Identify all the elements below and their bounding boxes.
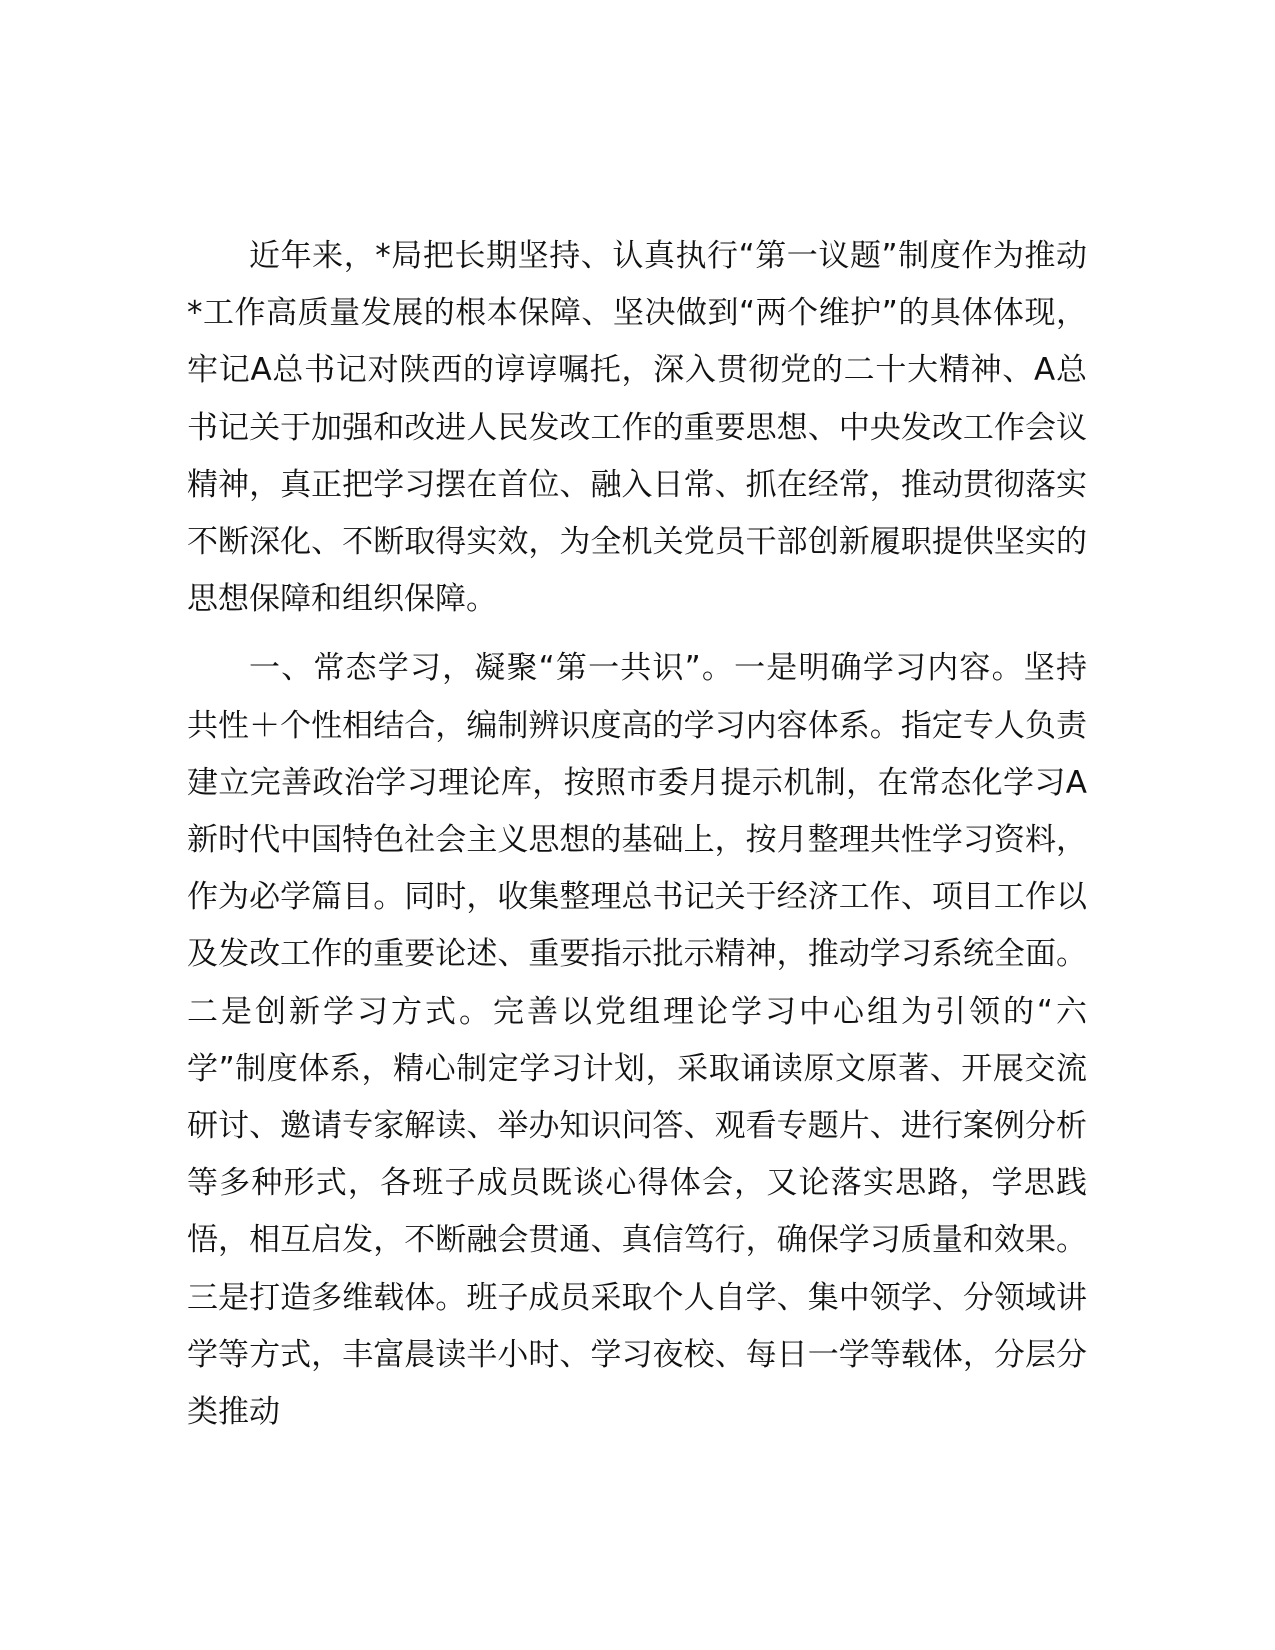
paragraph-section-one: 一、常态学习，凝聚“第一共识”。一是明确学习内容。坚持共性＋个性相结合，编制辨识度高的学习内容体系。指定专人负责建立完善政治学习理论库，按照市委月提示机制，在常态化学习A新时代中国特色社会主义思想的基础上，按月整理共性学习资料，作为必学篇目。同时，收集整理总书记关于经济工作、项目工作以及发改工作的重要论述、重要指示批示精神，推动学习系统全面。二是创新学习方式。完善以党组理论学习中心组为引领的“六学”制度体系，精心制定学习计划，采取诵读原文原著、开展交流研讨、邀请专家解读、举办知识问答、观看专题片、进行案例分析等多种形式，各班子成员既谈心得体会，又论落实思路，学思践悟，相互启发，不断融会贯通、真信笃行，确保学习质量和效果。三是打造多维载体。班子成员采取个人自学、集中领学、分领域讲学等方式，丰富晨读半小时、学习夜校、每日一学等载体，分层分类推动	[187, 650, 1087, 1431]
paragraph-intro: 近年来，*局把长期坚持、认真执行“第一议题”制度作为推动*工作高质量发展的根本保障、坚决做到“两个维护”的具体体现，牢记A总书记对陕西的谆谆嘱托，深入贯彻党的二十大精神、A总书记关于加强和改进人民发改工作的重要思想、中央发改工作会议精神，真正把学习摆在首位、融入日常、抓在经常，推动贯彻落实不断深化、不断取得实效，为全机关党员干部创新履职提供坚实的思想保障和组织保障。	[187, 238, 1087, 618]
document-body	[187, 228, 1087, 1453]
